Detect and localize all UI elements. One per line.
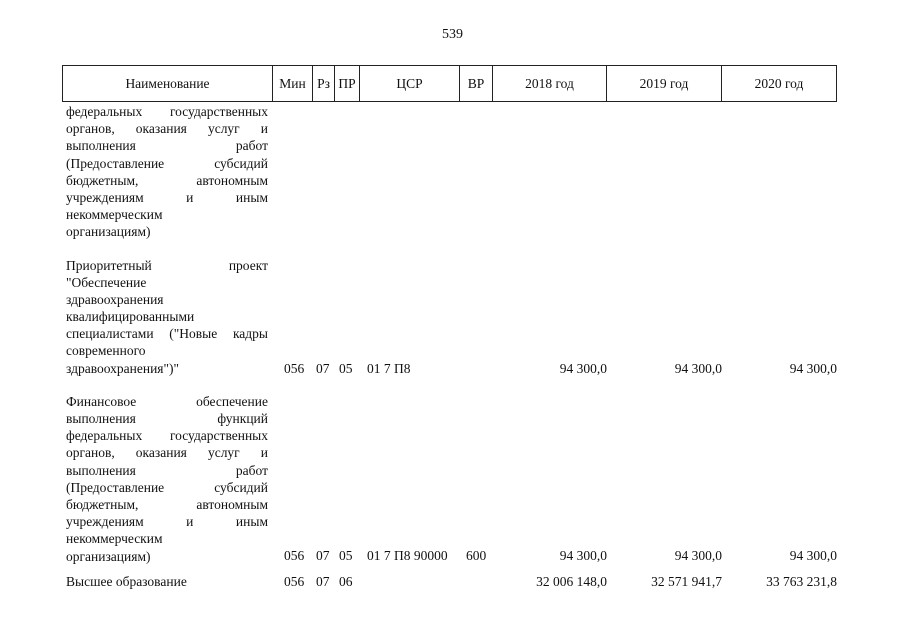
row-name-line: выполнения работ [66,462,268,478]
row-name-line: (Предоставление субсидий [66,155,268,171]
cell-y2019: 94 300,0 [674,548,722,564]
row-name-line: современного [66,343,146,359]
row-name-line: бюджетным, автономным [66,172,268,188]
table-header [62,65,837,102]
cell-y2019: 94 300,0 [674,360,722,376]
row-name-line: (Предоставление субсидий [66,479,268,495]
row-name-line: специалистами ("Новые кадры [66,326,268,342]
row-name-line: некоммерческим [66,207,163,223]
row-name-line: Финансовое обеспечение [66,393,268,409]
cell-vr: 600 [466,548,487,564]
cell-rz: 07 [316,573,330,589]
cell-rz: 07 [316,548,330,564]
row-name-line: здравоохранения")" [66,360,180,376]
row-name [66,393,268,565]
table-row [0,573,905,590]
header-csr: ЦСР [360,66,460,102]
row-name-line: учреждениям и иным [66,189,268,205]
row-name-line: учреждениям и иным [66,514,268,530]
cell-pr: 05 [339,548,353,564]
header-2019: 2019 год [607,66,722,102]
cell-y2018: 94 300,0 [559,548,607,564]
table-row [0,393,905,565]
row-name-line: квалифицированными [66,309,195,325]
row-name-line: органов, оказания услуг и [66,445,268,461]
header-2020: 2020 год [722,66,837,102]
cell-y2018: 94 300,0 [559,360,607,376]
cell-csr: 01 7 П8 [367,360,411,376]
cell-min: 056 [284,573,305,589]
cell-y2018: 32 006 148,0 [536,573,607,589]
cell-y2020: 94 300,0 [789,548,837,564]
table-row [0,103,905,241]
cell-csr: 01 7 П8 90000 [367,548,448,564]
row-name-line: федеральных государственных [66,428,268,444]
table-row [0,257,905,377]
cell-y2019: 32 571 941,7 [651,573,722,589]
cell-rz: 07 [316,360,330,376]
row-name-line: Приоритетный проект [66,257,268,273]
cell-y2020: 33 763 231,8 [766,573,837,589]
row-name-line: организациям) [66,548,151,564]
row-name [66,257,268,377]
row-name-line: Высшее образование [66,573,187,589]
row-name-line: "Обеспечение [66,274,147,290]
header-name: Наименование [63,66,273,102]
row-name-line: выполнения работ [66,138,268,154]
row-name-line: бюджетным, автономным [66,496,268,512]
cell-min: 056 [284,360,305,376]
header-2018: 2018 год [493,66,607,102]
row-name-line: здравоохранения [66,291,164,307]
header-rz: Рз [313,66,335,102]
cell-pr: 06 [339,573,353,589]
row-name [66,573,268,590]
header-pr: ПР [335,66,360,102]
row-name-line: органов, оказания услуг и [66,121,268,137]
row-name-line: выполнения функций [66,411,268,426]
cell-min: 056 [284,548,305,564]
cell-pr: 05 [339,360,353,376]
cell-y2020: 94 300,0 [789,360,837,376]
header-min: Мин [273,66,313,102]
row-name-line: организациям) [66,224,151,240]
row-name-line: федеральных государственных [66,104,268,119]
table-body [0,103,905,590]
page-number: 539 [442,27,463,42]
row-name [66,103,268,241]
header-vr: ВР [460,66,493,102]
row-name-line: некоммерческим [66,531,163,547]
